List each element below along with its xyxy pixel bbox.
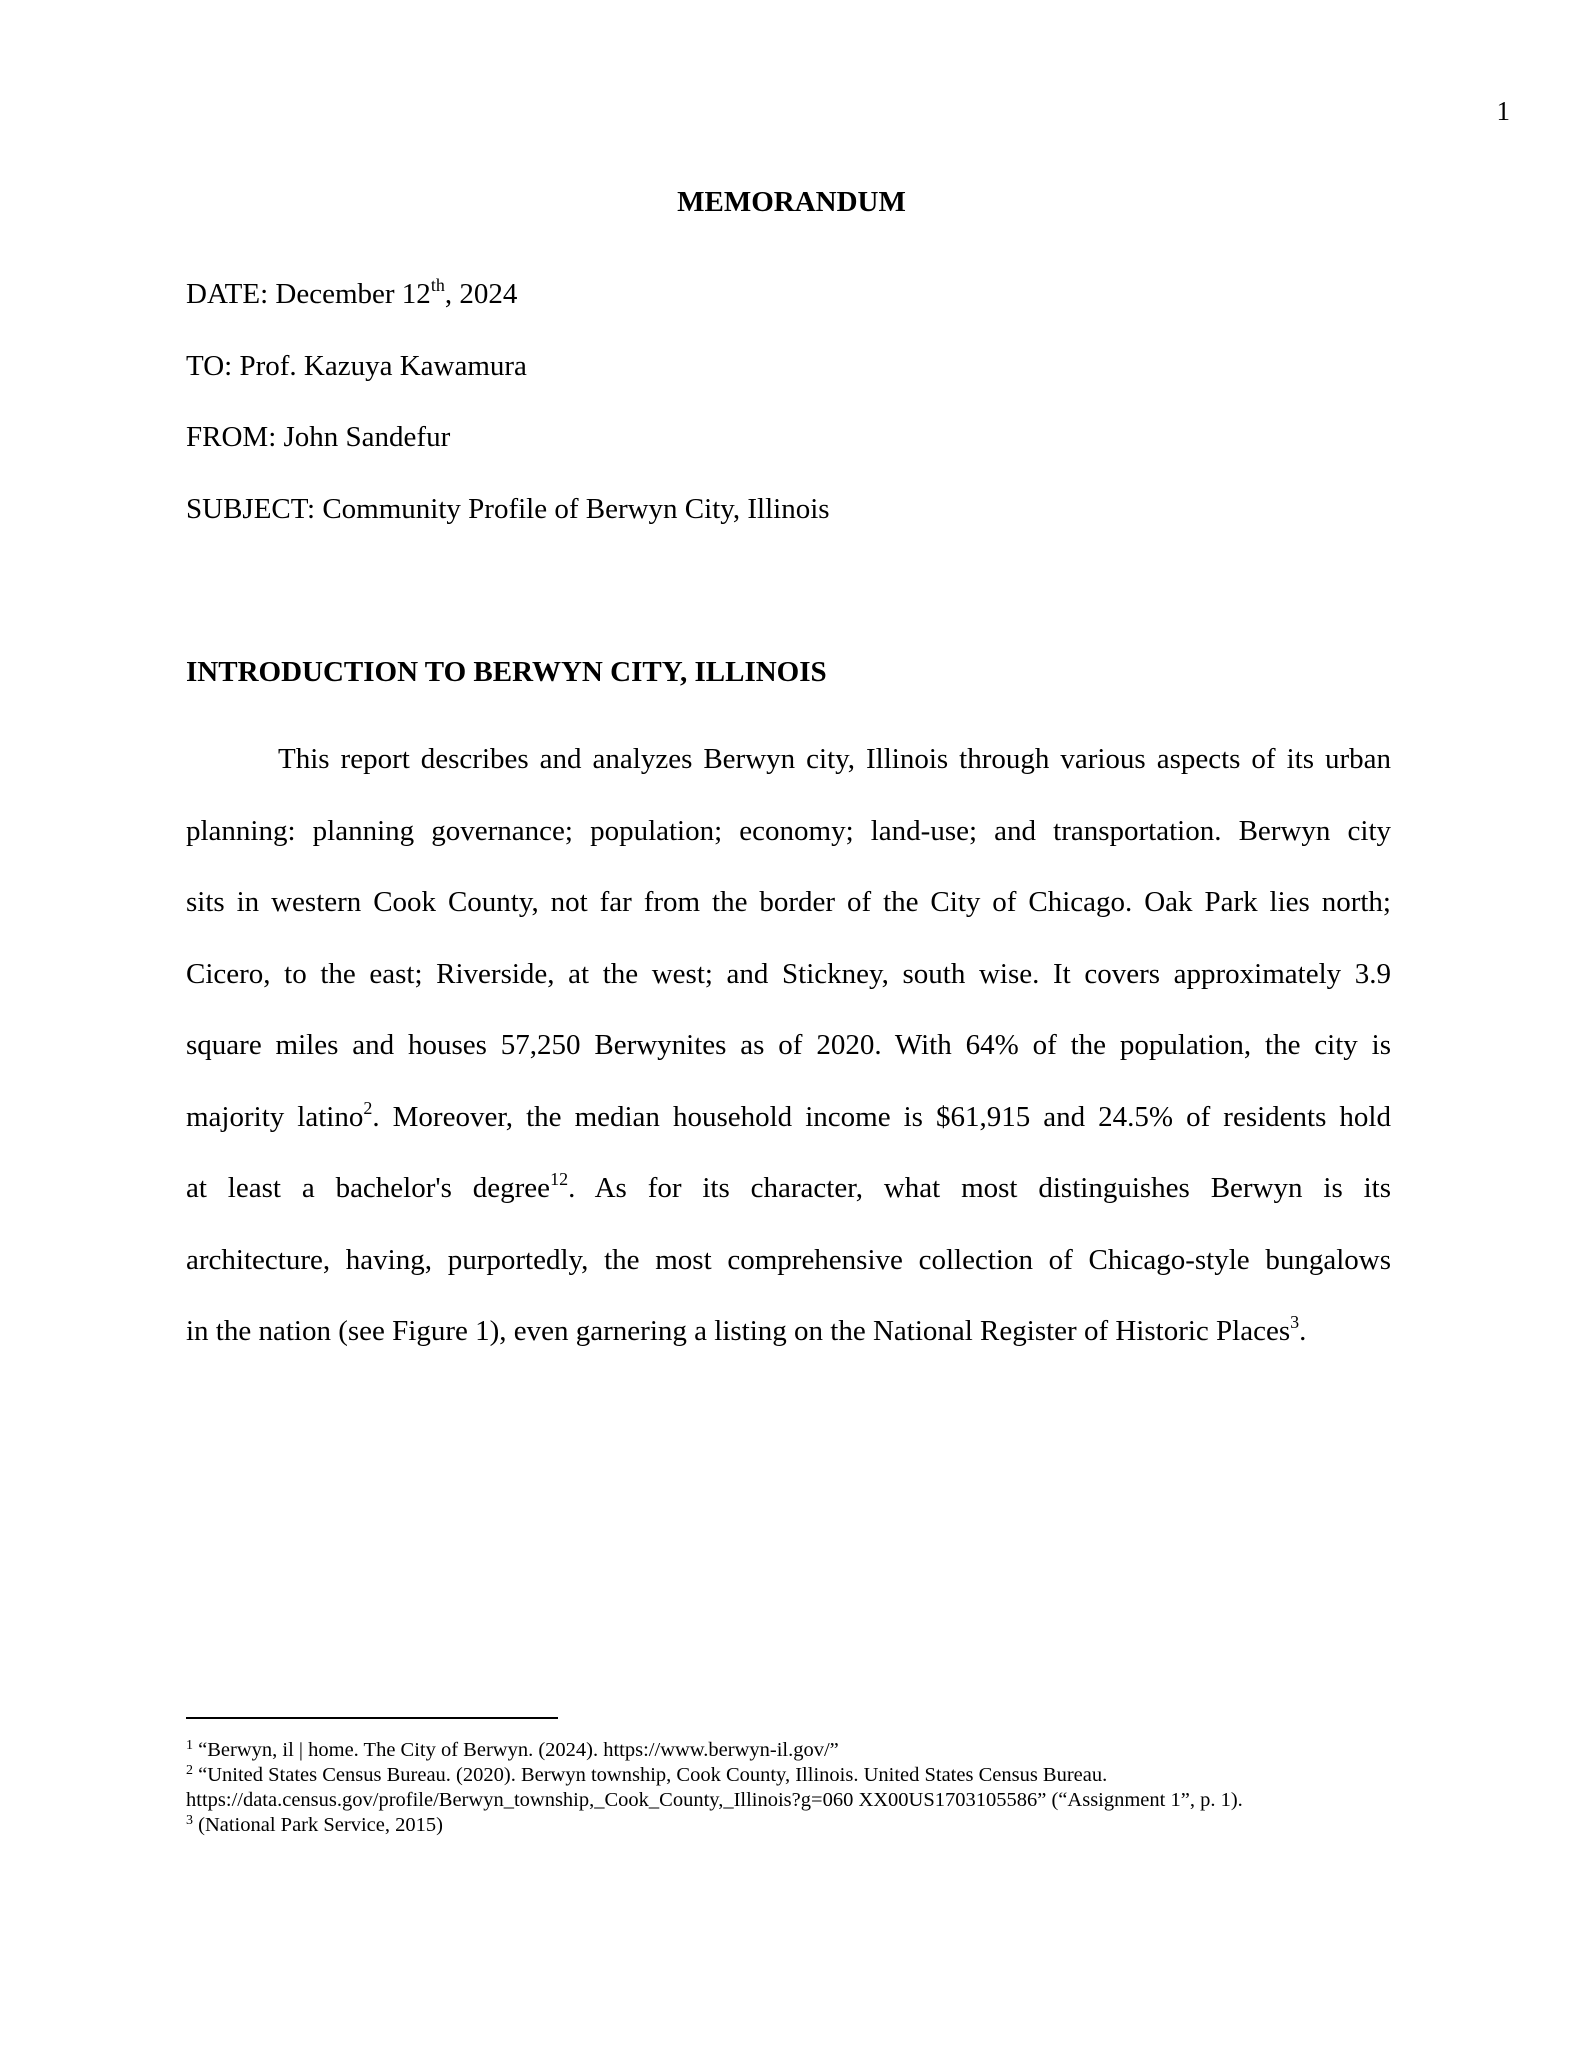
- footnote-mark: 3: [186, 1813, 193, 1828]
- footnote-2: [186, 1763, 1396, 1788]
- memo-to-line: TO: Prof. Kazuya Kawamura: [186, 350, 527, 382]
- paragraph-line: sits in western Cook County, not far from the border of the City of Chicago. Oak Park lies north;: [186, 886, 1391, 918]
- footnote-text: “United States Census Bureau. (2020). Berwyn township, Cook County, Illinois. United States Census Bureau.: [193, 1764, 1108, 1786]
- paragraph-line: architecture, having, purportedly, the most comprehensive collection of Chicago-style bungalows: [186, 1243, 1391, 1276]
- footnote-text: “Berwyn, il | home. The City of Berwyn. (2024). https://www.berwyn-il.gov/”: [193, 1739, 839, 1761]
- memo-date-year: , 2024: [444, 278, 518, 310]
- intro-paragraph: [186, 742, 1391, 1386]
- footnote-ref: 12: [550, 1169, 569, 1189]
- page-number: 1: [1496, 96, 1510, 126]
- footnote-3: [186, 1813, 1396, 1838]
- footnotes: [186, 1738, 1396, 1838]
- footnote-mark: 2: [186, 1763, 193, 1778]
- memo-date-label: DATE: December 12: [186, 278, 431, 310]
- footnote-mark: 1: [186, 1738, 193, 1753]
- footnote-separator: [186, 1717, 558, 1719]
- memo-subject-line: SUBJECT: Community Profile of Berwyn City, Illinois: [186, 493, 830, 525]
- footnote-1: [186, 1738, 1396, 1763]
- paragraph-line: [186, 1171, 1391, 1243]
- paragraph-line: planning: planning governance; population; economy; land-use; and transportation. Berwyn city: [186, 814, 1391, 847]
- section-heading: INTRODUCTION TO BERWYN CITY, ILLINOIS: [186, 656, 827, 688]
- line-text: at least a bachelor's degree: [186, 1172, 551, 1204]
- paragraph-line: square miles and houses 57,250 Berwynites as of 2020. With 64% of the population, the city is: [186, 1029, 1391, 1061]
- line-text: majority latino: [186, 1100, 364, 1133]
- line-text: . As for its character, what most distinguishes Berwyn is its: [568, 1172, 1391, 1204]
- footnote-ref: 2: [363, 1097, 373, 1118]
- line-text: .: [1299, 1315, 1307, 1347]
- footnote-2-continued: https://data.census.gov/profile/Berwyn_township,_Cook_County,_Illinois?g=060 XX00US1703105586” (“Assignment 1”, p. 1).: [186, 1789, 1243, 1811]
- memo-date-line: [186, 277, 517, 311]
- line-text: . Moreover, the median household income is $61,915 and 24.5% of residents hold: [372, 1100, 1391, 1133]
- paragraph-line: Cicero, to the east; Riverside, at the west; and Stickney, south wise. It covers approximately 3.9: [186, 957, 1391, 990]
- memo-from-line: FROM: John Sandefur: [186, 421, 451, 453]
- footnote-ref: 3: [1290, 1312, 1300, 1332]
- footnote-text: (National Park Service, 2015): [193, 1814, 443, 1836]
- paragraph-line: [186, 1097, 1391, 1172]
- paragraph-line: This report describes and analyzes Berwyn city, Illinois through various aspects of its urban: [278, 743, 1391, 775]
- memo-title: MEMORANDUM: [677, 186, 906, 218]
- memo-date-ordinal: th: [430, 275, 445, 295]
- paragraph-line: [186, 1314, 1391, 1386]
- line-text: in the nation (see Figure 1), even garnering a listing on the National Register of Historic Places: [186, 1315, 1291, 1347]
